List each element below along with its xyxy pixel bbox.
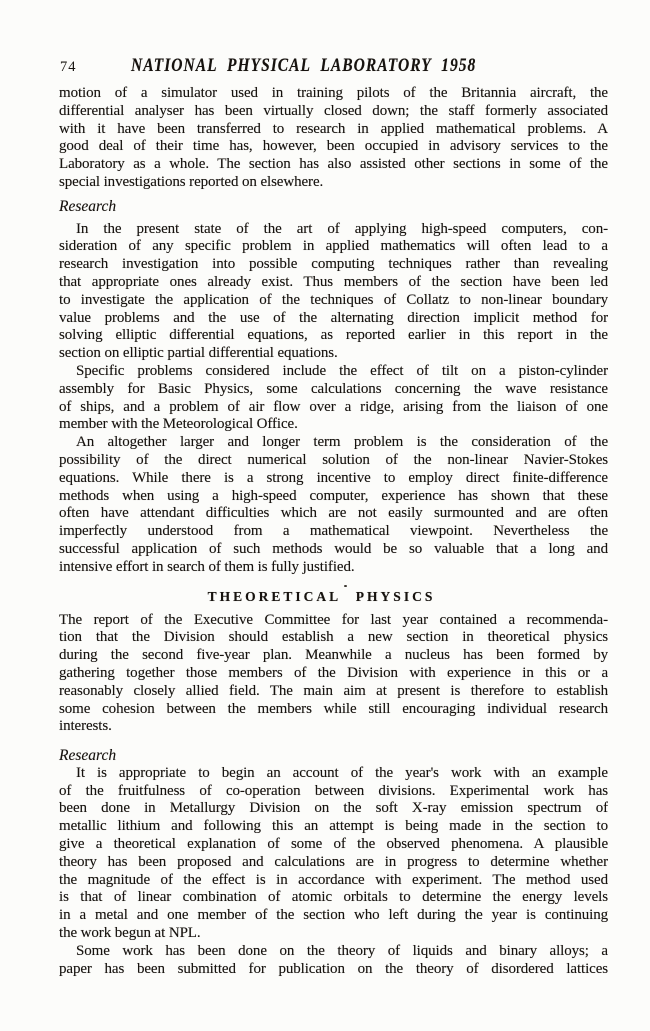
text-line: during the second five-year plan. Meanwhile a nucleus has been formed by [59, 647, 608, 664]
text-line: intensive effort in search of them is fully justified. [59, 558, 355, 575]
text-line: Some work has been done on the theory of liquids and binary alloys; a [76, 942, 608, 959]
text-line: in a metal and one member of the section who left during the year is continuing [59, 907, 608, 924]
paragraph [59, 765, 608, 943]
text-line: the work begun at NPL. [59, 925, 201, 942]
scan-speck [344, 585, 347, 587]
paragraph [59, 434, 608, 576]
running-title: NATIONAL PHYSICAL LABORATORY 1958 [131, 56, 477, 76]
text-line: good deal of their time has, however, been occupied in advisory services to the [59, 138, 608, 155]
text-line: the magnitude of the effect is in accordance with experiment. The method used [59, 871, 608, 888]
text-line: is that of linear combination of atomic orbitals to determine the energy levels [59, 889, 608, 906]
paragraph [59, 363, 608, 434]
section-heading-theoretical-physics: THEORETICAL PHYSICS [207, 588, 436, 604]
subsection-heading-research-1: Research [59, 197, 117, 215]
text-line: differential analyser has been virtually closed down; the staff formerly associated [59, 102, 608, 119]
text-line: solving elliptic differential equations, as reported earlier in this report in the [59, 327, 608, 344]
text-line: In the present state of the art of applying high-speed computers, con- [76, 220, 608, 237]
text-line: metallic lithium and following this an attempt is being made in the section to [59, 818, 608, 835]
text-line: member with the Meteorological Office. [59, 416, 298, 433]
text-line: The report of the Executive Committee for last year contained a recommenda- [59, 611, 608, 628]
text-line: section on elliptic partial differential equations. [59, 345, 338, 362]
paragraph [59, 612, 608, 737]
paragraph [59, 221, 608, 363]
text-line: methods when using a high-speed computer, experience has shown that these [59, 487, 608, 504]
text-line: theory has been proposed and calculations are in progress to determine whether [59, 853, 608, 870]
subsection-heading-research-2: Research [59, 747, 117, 765]
text-line: value problems and the use of the alternating direction implicit method for [59, 309, 608, 326]
text-line: to investigate the application of the techniques of Collatz to non-linear boundary [59, 291, 608, 308]
text-line: interests. [59, 718, 112, 735]
text-line: reasonably closely allied field. The main aim at present is therefore to establish [59, 682, 608, 699]
text-line: It is appropriate to begin an account of the year's work with an example [76, 764, 608, 781]
text-line: of the fruitfulness of co-operation between divisions. Experimental work has [59, 782, 608, 799]
text-line: with it have been transferred to research in applied mathematical problems. A [59, 120, 608, 137]
text-line: paper has been submitted for publication on the theory of disordered lattices [59, 960, 608, 977]
text-line: sideration of any specific problem in applied mathematics will often lead to a [59, 238, 608, 255]
text-line: An altogether larger and longer term problem is the consideration of the [76, 434, 608, 451]
page-number: 74 [60, 59, 77, 75]
text-line: that appropriate ones already exist. Thus members of the section have been led [59, 273, 608, 290]
text-line: imperfectly understood from a mathematical viewpoint. Nevertheless the [59, 523, 608, 540]
paragraph [59, 943, 608, 979]
text-line: Specific problems considered include the effect of tilt on a piston-cylinder [76, 362, 608, 379]
text-line: special investigations reported on elsewhere. [59, 173, 324, 190]
running-header [59, 56, 608, 78]
text-line: Laboratory as a whole. The section has also assisted other sections in some of the [59, 156, 608, 173]
text-line: motion of a simulator used in training pilots of the Britannia aircraft, the [59, 85, 608, 101]
text-line: tion that the Division should establish a new section in theoretical physics [59, 629, 608, 646]
text-line: possibility of the direct numerical solution of the non-linear Navier-Stokes [59, 451, 608, 468]
text-line: research investigation into possible computing techniques rather than revealing [59, 256, 608, 273]
text-line: successful application of such methods would be so valuable that a long and [59, 540, 608, 557]
body-text [59, 85, 608, 978]
text-line: give a theoretical explanation of some of the observed phenomena. A plausible [59, 836, 608, 853]
text-line: been done in Metallurgy Division on the soft X-ray emission spectrum of [59, 800, 608, 817]
text-line: assembly for Basic Physics, some calculations concerning the wave resistance [59, 380, 608, 397]
text-line: some cohesion between the members while still encouraging individual research [59, 700, 608, 717]
text-line: of ships, and a problem of air flow over a ridge, arising from the liaison of one [59, 398, 608, 415]
text-line: often have attendant difficulties which are not easily surmounted and are often [59, 505, 608, 522]
text-line: equations. While there is a strong incentive to employ direct finite-difference [59, 469, 608, 486]
paragraph [59, 85, 608, 192]
text-line: gathering together those members of the Division with experience in this or a [59, 664, 608, 681]
